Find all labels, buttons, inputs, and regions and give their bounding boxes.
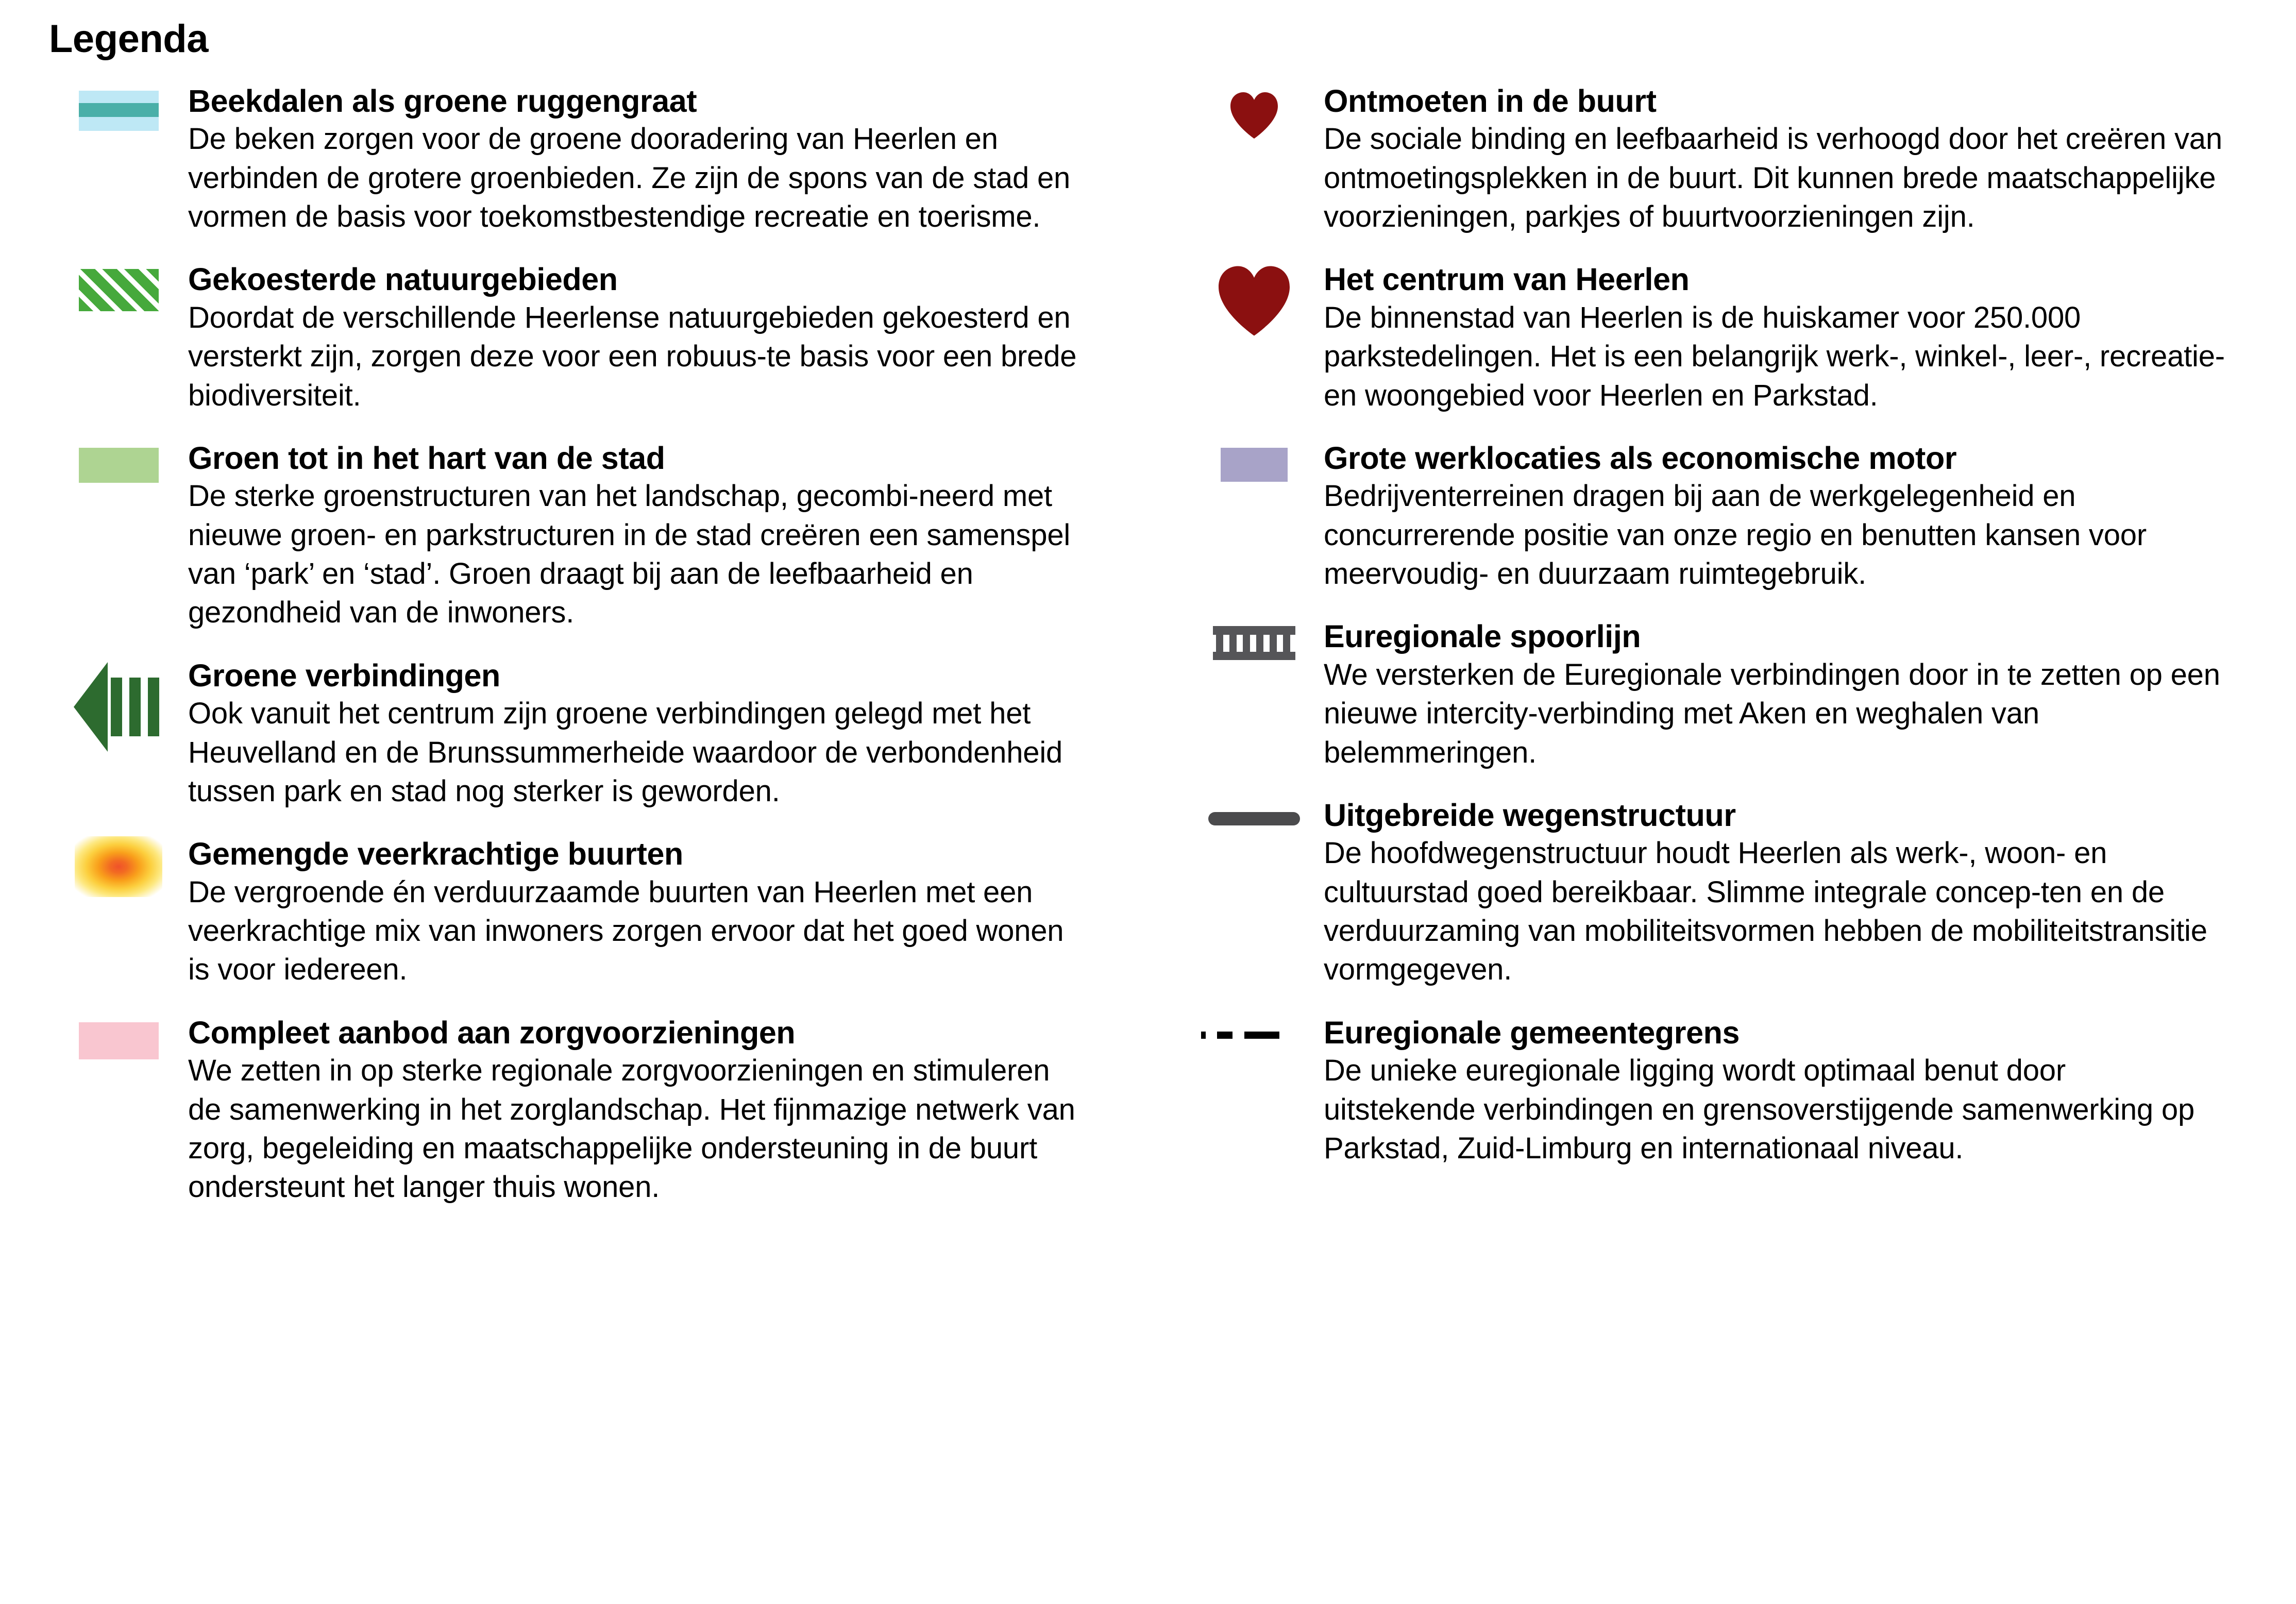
pink-swatch <box>79 1022 159 1059</box>
legend-item-title: Compleet aanbod aan zorgvoorzieningen <box>188 1015 796 1050</box>
legend-item-natuurgebieden <box>49 262 1090 414</box>
swatch-cell <box>1185 1015 1324 1040</box>
swatch-cell <box>1185 83 1324 140</box>
legend-column-left <box>49 83 1090 1232</box>
legend-item-text <box>188 658 1090 811</box>
legend-item-text <box>1324 798 2225 989</box>
legend-item-description: Ook vanuit het centrum zijn groene verbindingen gelegd met het Heuvelland en de Brunssummerheide waardoor de verbondenheid tussen park en stad nog sterker is geworden. <box>188 697 1063 808</box>
legend-item-description: De vergroende én verduurzaamde buurten van Heerlen met een veerkrachtige mix van inwoners zorgen ervoor dat het goed wonen is voor iedereen. <box>188 875 1064 987</box>
legend-item-beekdalen <box>49 83 1090 236</box>
swatch-cell <box>49 262 188 311</box>
legend-item-spoorlijn <box>1185 619 2225 771</box>
legend-item-description: De sociale binding en leefbaarheid is verhoogd door het creëren van ontmoetingsplekken in de buurt. Dit kunnen brede maatschappelijke voorzieningen, parkjes of buurtvoorzieningen zijn. <box>1324 122 2222 234</box>
legend-item-description: De binnenstad van Heerlen is de huiskamer voor 250.000 parkstedelingen. Het is een belangrijk werk-, winkel-, leer-, recreatie- en woongebied voor Heerlen en Parkstad. <box>1324 300 2225 412</box>
legend-item-gemeentegrens <box>1185 1015 2225 1168</box>
legend-item-title: Uitgebreide wegenstructuur <box>1324 797 1736 833</box>
swatch-cell <box>49 1015 188 1059</box>
legend-item-title: Ontmoeten in de buurt <box>1324 83 1657 119</box>
swatch-cell <box>49 658 188 756</box>
legend-item-description: De beken zorgen voor de groene dooradering van Heerlen en verbinden de grotere groenbieden. Ze zijn de spons van de stad en vormen de basis voor toekomstbestendige recreatie en toerisme. <box>188 122 1071 234</box>
green-arrow-icon <box>70 658 167 756</box>
swatch-cell <box>1185 262 1324 338</box>
swatch-cell <box>1185 798 1324 825</box>
legend-item-title: Gekoesterde natuurgebieden <box>188 262 618 297</box>
legend-item-title: Euregionale spoorlijn <box>1324 619 1641 654</box>
legend-item-description: De unieke euregionale ligging wordt optimaal benut door uitstekende verbindingen en grensoverstijgende samenwerking op Parkstad, Zuid-Limburg en internationaal niveau. <box>1324 1054 2195 1165</box>
legend-item-text <box>1324 83 2225 236</box>
legend-item-text <box>188 836 1090 989</box>
light-green-swatch <box>79 448 159 483</box>
legend-item-centrum-heerlen <box>1185 262 2225 414</box>
legend-item-gemengde-buurten <box>49 836 1090 989</box>
legend-item-description: De sterke groenstructuren van het landschap, gecombi-neerd met nieuwe groen- en parkstructuren in de stad creëren een samenspel van ‘park’ en ‘stad’. Groen draagt bij aan de leefbaarheid en gezondheid van de inwoners. <box>188 479 1071 630</box>
legend-item-groen-hart <box>49 441 1090 632</box>
lavender-swatch <box>1221 448 1288 482</box>
legend-columns <box>49 83 2265 1232</box>
legend-item-wegenstructuur <box>1185 798 2225 989</box>
legend-item-title: Het centrum van Heerlen <box>1324 262 1690 297</box>
railway-track-icon <box>1213 626 1295 660</box>
legend-item-text <box>1324 1015 2225 1168</box>
swatch-cell <box>49 441 188 483</box>
legend-item-title: Beekdalen als groene ruggengraat <box>188 83 697 119</box>
legend-item-description: Doordat de verschillende Heerlense natuurgebieden gekoesterd en versterkt zijn, zorgen deze voor een robuus-te basis voor een brede biodiversiteit. <box>188 300 1077 412</box>
green-diagonal-hatch-swatch <box>79 269 159 311</box>
legend-item-text <box>1324 441 2225 593</box>
swatch-cell <box>49 836 188 897</box>
legend-item-text <box>188 262 1090 414</box>
legend-column-right <box>1185 83 2225 1193</box>
swatch-cell <box>49 83 188 131</box>
dash-dot-border-icon <box>1200 1031 1308 1040</box>
swatch-cell <box>1185 619 1324 660</box>
legend-item-text <box>188 441 1090 632</box>
large-heart-icon <box>1215 264 1293 338</box>
legend-item-description: Bedrijventerreinen dragen bij aan de werkgelegenheid en concurrerende positie van onze regio en benutten kansen voor meervoudig- en duurzaam ruimtegebruik. <box>1324 479 2147 591</box>
legend-item-groene-verbindingen <box>49 658 1090 811</box>
swatch-cell <box>1185 441 1324 482</box>
legend-item-text <box>188 1015 1090 1207</box>
legend-item-title: Groen tot in het hart van de stad <box>188 440 665 476</box>
legend-item-description: De hoofdwegenstructuur houdt Heerlen als werk-, woon- en cultuurstad goed bereikbaar. Slimme integrale concep-ten en de verduurzaming van mobiliteitsvormen hebben de mobiliteitstransitie vormgegeven. <box>1324 836 2207 987</box>
orange-radial-glow-icon <box>75 836 162 897</box>
beekdalen-water-band-swatch <box>79 91 159 131</box>
legend-item-description: We zetten in op sterke regionale zorgvoorzieningen en stimuleren de samenwerking in het zorglandschap. Het fijnmazige netwerk van zorg, begeleiding en maatschappelijke ondersteuning in de buurt ondersteunt het langer thuis wonen. <box>188 1054 1075 1204</box>
legend-item-werklocaties <box>1185 441 2225 593</box>
legend-item-ontmoeten <box>1185 83 2225 236</box>
legend-item-text <box>1324 262 2225 414</box>
legend-item-zorgvoorzieningen <box>49 1015 1090 1207</box>
legend-item-text <box>1324 619 2225 771</box>
legend-item-title: Gemengde veerkrachtige buurten <box>188 836 683 872</box>
legend-item-title: Groene verbindingen <box>188 657 500 693</box>
page-title: Legenda <box>49 17 208 61</box>
road-line-icon <box>1208 812 1300 825</box>
small-heart-icon <box>1228 91 1280 140</box>
legend-item-description: We versterken de Euregionale verbindingen door in te zetten op een nieuwe intercity-verbinding met Aken en weghalen van belemmeringen. <box>1324 657 2220 769</box>
legend-item-title: Euregionale gemeentegrens <box>1324 1015 1740 1050</box>
legend-item-title: Grote werklocaties als economische motor <box>1324 440 1957 476</box>
legend-item-text <box>188 83 1090 236</box>
